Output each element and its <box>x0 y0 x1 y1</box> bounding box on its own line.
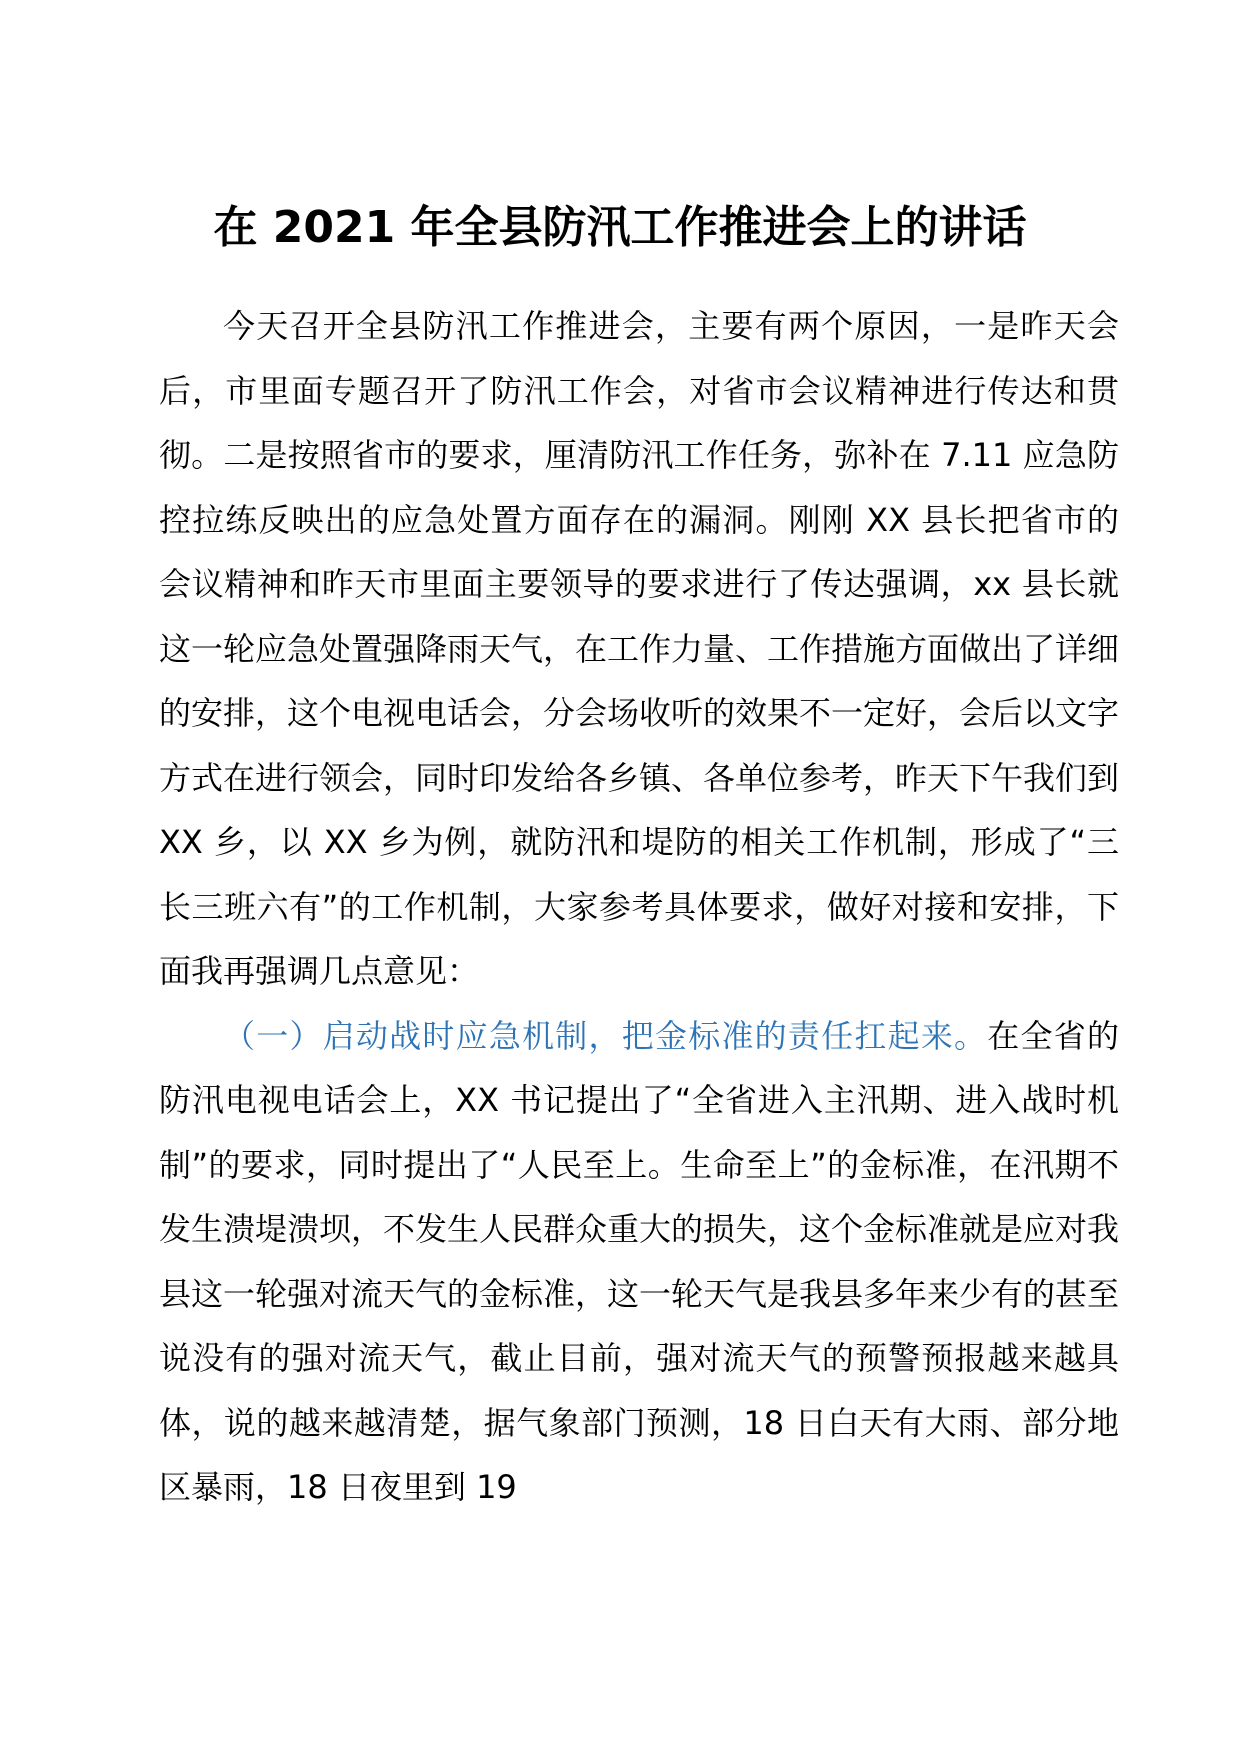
document-title: 在 2021 年全县防汛工作推进会上的讲话 <box>213 202 1027 253</box>
paragraph-intro: 今天召开全县防汛工作推进会，主要有两个原因，一是昨天会后，市里面专题召开了防汛工作会，对省市会议精神进行传达和贯彻。二是按照省市的要求，厘清防汛工作任务，弥补在 7.11 应急防控拉练反映出的应急处置方面存在的漏洞。刚刚 XX 县长把省市的会议精神和昨天市里面主要领导的要求进行了传达强调，xx 县长就这一轮应急处置强降雨天气，在工作力量、工作措施方面做出了详细的安排，这个电视电话会，分会场收听的效果不一定好，会后以文字方式在进行领会，同时印发给各乡镇、各单位参考，昨天下午我们到 XX 乡，以 XX 乡为例，就防汛和堤防的相关工作机制，形成了“三长三班六有”的工作机制，大家参考具体要求，做好对接和安排，下面我再强调几点意见： <box>159 307 1120 990</box>
section-1-text: 在全省的防汛电视电话会上，XX 书记提出了“全省进入主汛期、进入战时机制”的要求，同时提出了“人民至上。生命至上”的金标准，在汛期不发生溃堤溃坝，不发生人民群众重大的损失，这个金标准就是应对我县这一轮强对流天气的金标准，这一轮天气是我县多年来少有的甚至说没有的强对流天气，截止目前，强对流天气的预警预报越来越具体，说的越来越清楚，据气象部门预测，18 日白天有大雨、部分地区暴雨，18 日夜里到 19 <box>159 1016 1120 1506</box>
document-body <box>159 294 1119 1520</box>
paragraph-section-1 <box>159 1004 1119 1520</box>
section-1-heading: （一）启动战时应急机制，把金标准的责任扛起来。 <box>223 1016 988 1055</box>
